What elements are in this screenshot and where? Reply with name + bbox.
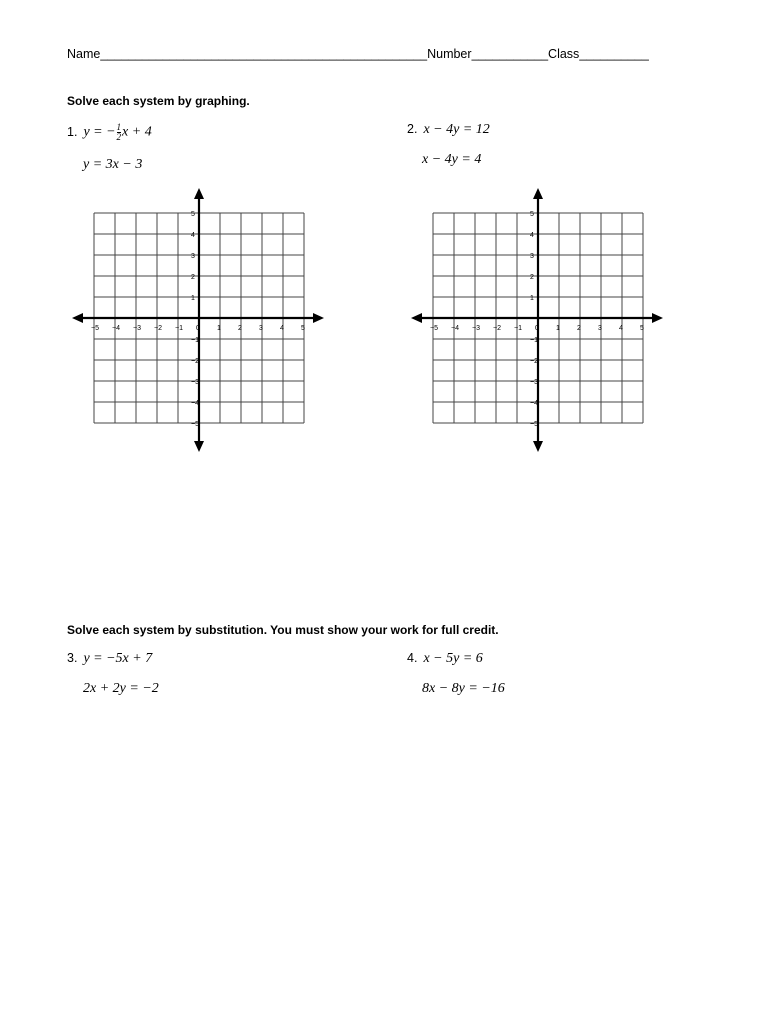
problem-1-equation-1 (67, 123, 152, 142)
x-tick-label: 4 (280, 325, 284, 332)
problem-2-equation-2: x − 4y = 4 (422, 152, 482, 167)
graphing-section-heading: Solve each system by graphing. (67, 94, 250, 108)
y-tick-label: −5 (191, 421, 199, 428)
x-tick-label: −5 (91, 325, 99, 332)
x-axis-right-arrow (313, 313, 324, 323)
class-label: Class (548, 47, 580, 61)
x-tick-label: −2 (154, 325, 162, 332)
y-tick-label: −3 (530, 379, 538, 386)
x-tick-label: 3 (598, 325, 602, 332)
y-tick-label: 4 (530, 232, 534, 239)
name-label: Name (67, 47, 101, 61)
fraction-denominator: 2 (116, 132, 122, 142)
y-tick-label: −3 (191, 379, 199, 386)
x-tick-label: −4 (112, 325, 120, 332)
y-axis-bottom-arrow (533, 441, 543, 452)
problem-1-eq1-prefix: y = − (83, 124, 116, 140)
y-tick-label: 3 (191, 253, 195, 260)
substitution-section-heading: Solve each system by substitution. You must show your work for full credit. (67, 623, 499, 637)
coordinate-grid-problem-1[interactable] (70, 188, 330, 453)
problem-3-number: 3. (67, 651, 78, 665)
y-tick-label: 5 (191, 211, 195, 218)
x-tick-label: 1 (217, 325, 221, 332)
x-tick-label: 3 (259, 325, 263, 332)
number-blank[interactable]: ___________ (471, 47, 549, 61)
problem-1-eq1-suffix: x + 4 (122, 124, 152, 140)
x-tick-label: 2 (577, 325, 581, 332)
x-axis-left-arrow (411, 313, 422, 323)
problem-2-equation-1 (407, 122, 490, 138)
y-tick-label: 1 (191, 295, 195, 302)
y-axis-top-arrow (533, 188, 543, 199)
x-tick-label: −4 (451, 325, 459, 332)
y-tick-label: −4 (530, 400, 538, 407)
y-tick-label: −1 (530, 337, 538, 344)
y-tick-label: −1 (191, 337, 199, 344)
x-tick-label: 0 (535, 325, 539, 332)
number-label: Number (427, 47, 472, 61)
problem-4-eq1-text: x − 5y = 6 (423, 651, 483, 666)
problem-2-eq1-text: x − 4y = 12 (423, 122, 490, 137)
y-tick-label: 3 (530, 253, 534, 260)
y-tick-label: 5 (530, 211, 534, 218)
problem-1-equation-2: y = 3x − 3 (83, 157, 143, 172)
x-tick-label: 2 (238, 325, 242, 332)
x-tick-label: 1 (556, 325, 560, 332)
x-tick-label: 5 (301, 325, 305, 332)
x-tick-label: 4 (619, 325, 623, 332)
coordinate-grid-problem-2[interactable] (409, 188, 669, 453)
problem-4-equation-1 (407, 651, 483, 667)
fraction-one-half (117, 123, 122, 142)
y-axis-bottom-arrow (194, 441, 204, 452)
x-tick-label: −2 (493, 325, 501, 332)
x-tick-label: −1 (514, 325, 522, 332)
problem-1-number: 1. (67, 124, 78, 139)
problem-3-equation-1 (67, 651, 152, 667)
x-tick-label: −1 (175, 325, 183, 332)
y-axis-top-arrow (194, 188, 204, 199)
x-tick-label: −3 (133, 325, 141, 332)
problem-3-equation-2: 2x + 2y = −2 (83, 681, 159, 696)
problem-3-eq1-text: y = −5x + 7 (83, 651, 153, 666)
y-tick-label: −2 (530, 358, 538, 365)
y-tick-label: 1 (530, 295, 534, 302)
y-tick-label: −2 (191, 358, 199, 365)
x-tick-label: −5 (430, 325, 438, 332)
x-tick-label: −3 (472, 325, 480, 332)
student-info-header (67, 47, 649, 61)
name-blank[interactable]: _______________________________________________ (100, 47, 428, 61)
y-tick-label: −5 (530, 421, 538, 428)
class-blank[interactable]: __________ (579, 47, 649, 61)
fraction-numerator: 1 (116, 122, 122, 132)
problem-4-number: 4. (407, 651, 418, 665)
x-tick-label: 0 (196, 325, 200, 332)
problem-4-equation-2: 8x − 8y = −16 (422, 681, 505, 696)
x-tick-label: 5 (640, 325, 644, 332)
y-tick-label: −4 (191, 400, 199, 407)
x-axis-right-arrow (652, 313, 663, 323)
x-axis-left-arrow (72, 313, 83, 323)
y-tick-label: 4 (191, 232, 195, 239)
y-tick-label: 2 (191, 274, 195, 281)
y-tick-label: 2 (530, 274, 534, 281)
problem-2-number: 2. (407, 122, 418, 136)
